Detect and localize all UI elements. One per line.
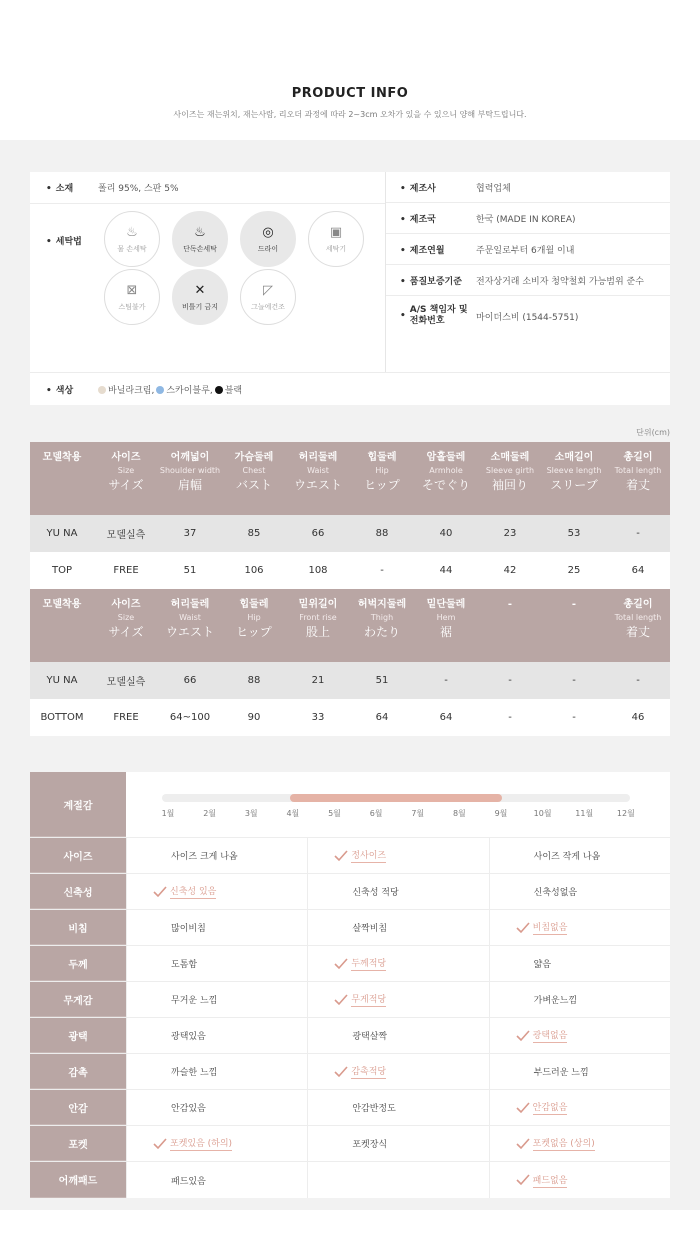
table-cell: YU NA <box>30 662 94 699</box>
size-header-cell: 허리둘레 Waist ウエスト <box>286 442 350 515</box>
table-cell: 88 <box>222 662 286 699</box>
table-cell: FREE <box>94 699 158 736</box>
wash-item <box>302 210 370 268</box>
table-cell: 33 <box>286 699 350 736</box>
fit-option-text: 안감없음 <box>533 1100 568 1115</box>
fit-option-text: 패드있음 <box>171 1176 206 1187</box>
fit-option <box>489 1018 670 1053</box>
table-cell: BOTTOM <box>30 699 94 736</box>
color-list <box>98 383 244 396</box>
size-header-cell: 허리둘레 Waist ウエスト <box>158 589 222 662</box>
fit-option <box>489 1162 670 1198</box>
fit-option-text: 포켓없음 (상의) <box>533 1136 595 1151</box>
info-left-column <box>30 172 386 372</box>
material-value: 폴리 95%, 스판 5% <box>98 184 179 194</box>
size-header-cell: 암홀둘레 Armhole そでぐり <box>414 442 478 515</box>
size-header-row <box>30 589 670 662</box>
table-cell: 108 <box>286 552 350 589</box>
season-row <box>30 772 670 838</box>
fit-option-text: 가벼운느낌 <box>533 996 578 1006</box>
table-cell: 85 <box>222 515 286 552</box>
table-cell: 37 <box>158 515 222 552</box>
manufacture-date-row: • 제조연월 주문일로부터 6개월 이내 <box>386 234 670 265</box>
fit-option <box>126 838 307 873</box>
fit-option <box>489 982 670 1017</box>
table-cell: 64 <box>414 699 478 736</box>
fit-option-text: 두께적당 <box>351 956 386 971</box>
size-header-cell: 가슴둘레 Chest バスト <box>222 442 286 515</box>
fit-option-text: 패드없음 <box>533 1173 568 1188</box>
quality-row: • 품질보증기준 전자상거래 소비자 청약철회 가능범위 준수 <box>386 265 670 296</box>
size-header-cell: 총길이 Total length 着丈 <box>606 442 670 515</box>
size-header-row <box>30 442 670 515</box>
fit-option <box>489 1090 670 1125</box>
fit-option-text: 감촉적당 <box>351 1064 386 1079</box>
fit-option-text: 광택없음 <box>533 1028 568 1043</box>
content-area <box>0 140 700 1210</box>
fit-option-text: 비침없음 <box>533 920 568 935</box>
fit-option <box>126 1054 307 1089</box>
fit-row-label: 안감 <box>30 1090 126 1125</box>
product-info-table <box>30 172 670 372</box>
fit-option <box>126 1018 307 1053</box>
fit-row <box>30 838 670 874</box>
fit-option <box>489 838 670 873</box>
fit-option-text: 신축성 적당 <box>352 888 399 898</box>
wash-item <box>166 268 234 326</box>
wash-item <box>234 268 302 326</box>
month-label: 7월 <box>411 809 425 818</box>
fit-row <box>30 982 670 1018</box>
product-info-header <box>0 0 700 140</box>
wash-item <box>234 210 302 268</box>
wash-item <box>98 210 166 268</box>
table-cell: - <box>542 699 606 736</box>
size-header-cell: 어깨넓이 Shoulder width 肩幅 <box>158 442 222 515</box>
fit-option-text: 사이즈 작게 나옴 <box>533 852 601 862</box>
fit-row-label: 두께 <box>30 946 126 981</box>
check-icon <box>516 1174 530 1186</box>
size-header-cell: 밑위길이 Front rise 股上 <box>286 589 350 662</box>
month-label: 4월 <box>286 809 300 818</box>
check-icon <box>516 922 530 934</box>
bottom-size-table <box>30 589 670 736</box>
separate-hand-wash-icon: ♨ <box>194 224 206 240</box>
table-cell: - <box>478 662 542 699</box>
no-steam-icon: ⊠ <box>126 282 138 298</box>
table-cell: 44 <box>414 552 478 589</box>
wash-item-label: 물 손세탁 <box>117 244 147 253</box>
fit-row <box>30 1054 670 1090</box>
check-icon <box>516 1102 530 1114</box>
table-cell: - <box>350 552 414 589</box>
table-row <box>30 515 670 552</box>
material-label: 소재 <box>55 184 74 194</box>
fit-option-text: 안감반정도 <box>352 1104 396 1114</box>
table-cell: 21 <box>286 662 350 699</box>
hand-wash-icon: ♨ <box>126 224 138 240</box>
fit-row <box>30 874 670 910</box>
fit-row-label: 감촉 <box>30 1054 126 1089</box>
fit-option <box>307 1126 488 1161</box>
table-cell: 42 <box>478 552 542 589</box>
season-chart <box>126 772 670 837</box>
fit-row <box>30 1162 670 1198</box>
fit-row <box>30 910 670 946</box>
manufacturer-row: • 제조사 협력업체 <box>386 172 670 203</box>
table-row <box>30 699 670 736</box>
as-contact-row: • A/S 책임자 및 전화번호 마이더스비 (1544-5751) <box>400 305 579 326</box>
fit-row-label: 사이즈 <box>30 838 126 873</box>
size-header-cell: 소매길이 Sleeve length スリーブ <box>542 442 606 515</box>
size-header-cell: - <box>542 589 606 662</box>
wash-row: • 세탁법 ♨ 물 손세탁 ♨ 단독손세탁 ◎ 드라이 ▣ 세탁기 ⊠ 스팀불가 ✕ 비틀기 금지 ◸ 그늘에건조 <box>30 204 385 338</box>
wash-item-label: 비틀기 금지 <box>181 302 219 311</box>
table-row <box>30 552 670 589</box>
table-cell: 40 <box>414 515 478 552</box>
wash-item <box>98 268 166 326</box>
shade-dry-icon: ◸ <box>263 282 273 298</box>
table-cell: 64 <box>350 699 414 736</box>
table-cell: 25 <box>542 552 606 589</box>
fit-option-text: 포켓장식 <box>352 1140 388 1150</box>
fit-option <box>126 946 307 981</box>
fit-option <box>307 1090 488 1125</box>
check-icon <box>153 886 167 898</box>
wash-icon-grid <box>98 204 378 332</box>
check-icon <box>516 1030 530 1042</box>
table-cell: 66 <box>286 515 350 552</box>
month-label: 1월 <box>161 809 175 818</box>
check-icon <box>334 1066 348 1078</box>
page-title: PRODUCT INFO <box>291 86 409 101</box>
month-label: 2월 <box>203 809 217 818</box>
color-name: 바닐라크림, <box>108 385 155 396</box>
fit-option <box>307 1018 488 1053</box>
fit-row-label: 신축성 <box>30 874 126 909</box>
table-cell: 46 <box>606 699 670 736</box>
color-row: • 색상 바닐라크림, 스카이블루, 블랙 <box>30 372 670 405</box>
fit-row-label: 어깨패드 <box>30 1162 126 1198</box>
fit-row-label: 비침 <box>30 910 126 945</box>
size-header-cell: 허벅지둘레 Thigh わたり <box>350 589 414 662</box>
month-label: 3월 <box>244 809 258 818</box>
fit-option-text: 안감있음 <box>171 1104 206 1114</box>
size-header-cell: 소매둘레 Sleeve girth 袖回り <box>478 442 542 515</box>
fit-option <box>126 874 307 909</box>
fit-option-text: 얇음 <box>533 960 552 970</box>
fit-row-label: 광택 <box>30 1018 126 1053</box>
fit-option-text: 포켓있음 (하의) <box>170 1136 232 1151</box>
color-label: 색상 <box>55 385 74 396</box>
fit-option-text: 까슬한 느낌 <box>171 1068 218 1078</box>
color-name: 블랙 <box>224 385 243 396</box>
table-cell: 88 <box>350 515 414 552</box>
size-header-cell: 총길이 Total length 着丈 <box>606 589 670 662</box>
month-labels <box>148 808 646 819</box>
table-cell: YU NA <box>30 515 94 552</box>
table-cell: 51 <box>350 662 414 699</box>
color-swatch <box>215 386 223 394</box>
fit-option <box>126 982 307 1017</box>
table-cell: 90 <box>222 699 286 736</box>
fit-row-label: 포켓 <box>30 1126 126 1161</box>
month-label: 12월 <box>616 809 635 818</box>
month-label: 8월 <box>452 809 466 818</box>
check-icon <box>334 994 348 1006</box>
table-cell: FREE <box>94 552 158 589</box>
size-header-cell: 힙둘레 Hip ヒップ <box>222 589 286 662</box>
table-cell: 모델실측 <box>94 662 158 699</box>
check-icon <box>334 850 348 862</box>
table-cell: - <box>414 662 478 699</box>
wash-item-label: 드라이 <box>257 244 279 253</box>
size-header-cell: 밑단둘레 Hem 裾 <box>414 589 478 662</box>
fit-option-text: 부드러운 느낌 <box>533 1068 589 1078</box>
fit-row <box>30 1126 670 1162</box>
fit-option <box>126 1162 307 1198</box>
color-swatch <box>98 386 106 394</box>
fit-option-text: 도톰함 <box>171 960 198 970</box>
fit-option-text: 광택있음 <box>171 1032 206 1042</box>
table-row <box>30 662 670 699</box>
no-wring-icon: ✕ <box>194 282 206 298</box>
table-cell: 모델실측 <box>94 515 158 552</box>
fit-option-text: 무게적당 <box>351 992 386 1007</box>
info-right-column <box>386 172 670 372</box>
fit-option <box>489 874 670 909</box>
washing-machine-icon: ▣ <box>329 224 343 240</box>
size-header-cell: - <box>478 589 542 662</box>
fit-option <box>489 946 670 981</box>
fit-option-text: 신축성 있음 <box>170 884 216 899</box>
fit-option-text: 살짝비침 <box>352 924 388 934</box>
fit-option <box>126 910 307 945</box>
fit-option-text: 신축성없음 <box>533 888 578 898</box>
fit-row <box>30 1090 670 1126</box>
fit-option <box>307 874 488 909</box>
fit-option <box>489 1126 670 1161</box>
fit-option <box>489 1054 670 1089</box>
table-cell: 64 <box>606 552 670 589</box>
country-row: • 제조국 한국 (MADE IN KOREA) <box>386 203 670 234</box>
wash-item-label: 스팀불가 <box>118 302 146 311</box>
color-swatch <box>156 386 164 394</box>
fit-option-text: 무거운 느낌 <box>171 996 218 1006</box>
table-cell: - <box>478 699 542 736</box>
color-name: 스카이블루, <box>166 385 213 396</box>
fit-option-text: 많이비침 <box>171 924 206 934</box>
size-header-cell: 사이즈 Size サイズ <box>94 589 158 662</box>
material-row: • 소재 폴리 95%, 스판 5% <box>30 172 385 204</box>
month-label: 9월 <box>494 809 508 818</box>
size-header-cell: 힙둘레 Hip ヒップ <box>350 442 414 515</box>
fit-table <box>30 772 670 1198</box>
table-cell: - <box>606 662 670 699</box>
table-cell: 23 <box>478 515 542 552</box>
wash-item-label: 단독손세탁 <box>183 244 217 253</box>
dry-clean-icon: ◎ <box>262 224 274 240</box>
wash-item <box>166 210 234 268</box>
wash-item-label: 그늘에건조 <box>251 302 285 311</box>
month-label: 5월 <box>328 809 341 818</box>
month-label: 6월 <box>369 809 383 818</box>
fit-option-text: 정사이즈 <box>351 848 386 863</box>
table-cell: TOP <box>30 552 94 589</box>
wash-item-label: 세탁기 <box>325 244 347 253</box>
season-track <box>162 794 630 802</box>
check-icon <box>334 958 348 970</box>
month-label: 10월 <box>533 809 552 818</box>
fit-option-text: 사이즈 크게 나옴 <box>171 852 238 862</box>
size-header-cell: 사이즈 Size サイズ <box>94 442 158 515</box>
table-cell: - <box>542 662 606 699</box>
fit-option <box>307 838 488 873</box>
table-cell: 106 <box>222 552 286 589</box>
fit-option-text: 광택살짝 <box>352 1032 388 1042</box>
table-cell: 53 <box>542 515 606 552</box>
fit-option <box>307 946 488 981</box>
check-icon <box>516 1138 530 1150</box>
size-header-cell: 모델착용 <box>30 589 94 662</box>
wash-label: 세탁법 <box>55 237 82 247</box>
month-label: 11월 <box>575 809 594 818</box>
fit-row <box>30 946 670 982</box>
size-notice: 사이즈는 재는위치, 재는사람, 리오더 과정에 따라 2~3cm 오차가 있을 수 있으니 양해 부탁드립니다. <box>173 110 527 119</box>
fit-option <box>307 1054 488 1089</box>
check-icon <box>153 1138 167 1150</box>
fit-option <box>307 982 488 1017</box>
fit-option <box>126 1090 307 1125</box>
fit-option <box>307 1162 488 1198</box>
table-cell: - <box>606 515 670 552</box>
season-label: 계절감 <box>30 772 126 837</box>
top-size-table <box>30 442 670 589</box>
fit-option <box>307 910 488 945</box>
fit-option <box>126 1126 307 1161</box>
fit-option <box>489 910 670 945</box>
season-range-bar <box>290 794 503 802</box>
table-cell: 66 <box>158 662 222 699</box>
fit-row <box>30 1018 670 1054</box>
table-cell: 64~100 <box>158 699 222 736</box>
table-cell: 51 <box>158 552 222 589</box>
unit-label: 단위(cm) <box>636 428 670 437</box>
fit-row-label: 무게감 <box>30 982 126 1017</box>
size-header-cell: 모델착용 <box>30 442 94 515</box>
